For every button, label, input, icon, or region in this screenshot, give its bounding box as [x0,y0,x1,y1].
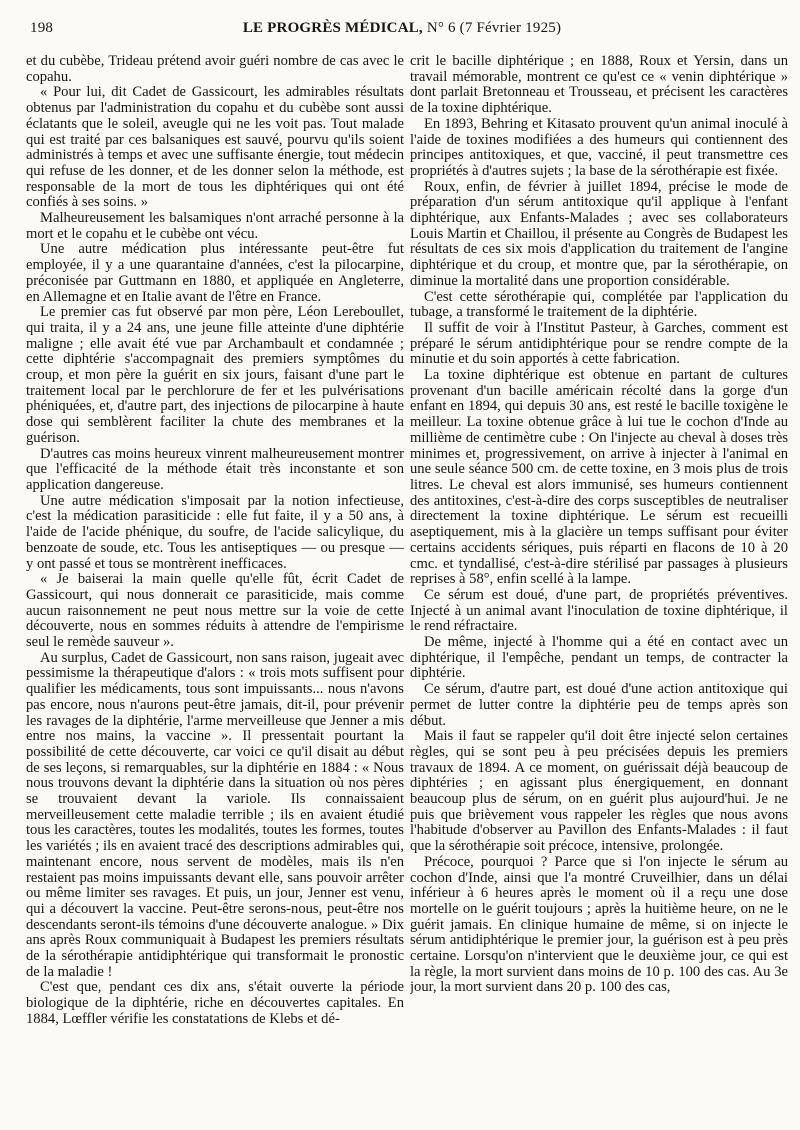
paragraph: C'est cette sérothérapie qui, complétée par l'application du tubage, a transformé le traitement de la diphtérie. [410,288,788,321]
issue-info: N° 6 (7 Février 1925) [426,20,562,36]
left-column [26,54,404,1119]
paragraph: En 1893, Behring et Kitasato prouvent qu'un animal inoculé à l'aide de toxines modifiées a des humeurs qui contiennent des principes antitoxiques, et que, vacciné, il peut transmettre ces propriétés à d'autres sujets ; la base de la sérothérapie est fixée. [410,115,788,179]
paragraph: Malheureusement les balsamiques n'ont arraché personne à la mort et le copahu et le cubèbe ont vécu. [26,210,404,242]
paragraph: Une autre médication s'imposait par la notion infectieuse, c'est la médication parasiticide : elle fut faite, il y a 50 ans, à l'aide de l'acide phénique, du soufre, de l'acide salicylique, du benzoate de soude, etc. Tous les antiseptiques — ou presque — y ont passé et tous se montrèrent inefficaces. [26,492,404,572]
paragraph: Ce sérum, d'autre part, est doué d'une action antitoxique qui permet de lutter contre la diphtérie peu de temps après son début. [410,681,788,729]
journal-name: LE PROGRÈS MÉDICAL, [242,20,423,36]
paragraph: C'est que, pendant ces dix ans, s'était ouverte la période biologique de la diphtérie, riche en découvertes capitales. En 1884, Lœffler vérifie les constatations de Klebs et dé- [26,979,404,1027]
paragraph: et du cubèbe, Trideau prétend avoir guéri nombre de cas avec le copahu. [26,54,404,85]
paragraph: crit le bacille diphtérique ; en 1888, Roux et Yersin, dans un travail mémorable, montrent ce qu'est ce « venin diphtérique » dont parlait Bretonneau et Trousseau, et précisent les caractères de la toxine diphtérique. [410,54,788,117]
paragraph: La toxine diphtérique est obtenue en partant de cultures provenant d'un bacille américain récolté dans la gorge d'un enfant en 1894, qui depuis 30 ans, est resté le bacille toxigène le meilleur. La toxine obtenue grâce à lui tue le cochon d'Inde au millième de centimètre cube : On l'injecte au cheval à doses très minimes et, progressivement, on arrive à injecter à l'animal en une seule séance 500 cm. de cette toxine, en 3 mois plus de trois litres. Le cheval est alors immunisé, ses humeurs contiennent des antitoxines, c'est-à-dire des corps susceptibles de neutraliser directement la toxine diphtérique. Le sérum est recueilli aseptiquement, mis à la glacière un temps suffisant pour éviter certains accidents sériques, puis réparti en flacons de 10 à 20 cmc. et tyndallisé, c'est-à-dire stérilisé par passages à plusieurs reprises à 58°, enfin scellé à la lampe. [410,367,788,588]
page-header [26,14,778,44]
paragraph: Ce sérum est doué, d'une part, de propriétés préventives. Injecté à un animal avant l'inoculation de toxine diphtérique, il le rend réfractaire. [410,586,788,635]
paragraph: « Je baiserai la main quelle qu'elle fût, écrit Cadet de Gassicourt, qui nous donnerait ce parasiticide, mais comme aucun raisonnement ne peut nous mettre sur la voie de cette découverte, nous en sommes réduits à attendre de l'empirisme seul le remède sauveur ». [26,571,404,651]
paragraph: « Pour lui, dit Cadet de Gassicourt, les admirables résultats obtenus par l'administration du copahu et du cubèbe sont aussi éclatants que le soleil, aveugle qui ne les voit pas. Tout malade qui est traité par ces balsaniques est sauvé, pourvu qu'ils soient administrés à temps et avec une suffisante énergie, tout médecin qui refuse de les donner, et de les donner selon la méthode, est responsable de la mort de tous les diphtériques qui ont été confiés à ses soins. » [26,84,404,211]
running-title [26,20,778,37]
paragraph: Il suffit de voir à l'Institut Pasteur, à Garches, comment est préparé le sérum antidiphtérique pour se rendre compte de la minutie et du soin apportés à cette fabrication. [410,319,788,368]
paragraph: Au surplus, Cadet de Gassicourt, non sans raison, jugeait avec pessimisme la thérapeutique d'alors : « trois mots suffisent pour qualifier les médicaments, tous sont impuissants... nous n'avons pas encore, nous n'aurons peut-être jamais, dit-il, pour prévenir les ravages de la diphtérie, l'arme merveilleuse que Jenner a mis entre nos mains, la vaccine ». Il pressentait pourtant la possibilité de cette découverte, car voici ce qu'il disait au début de ses leçons, si remarquables, sur la diphtérie en 1884 : « Nous nous trouvons devant la diphtérie dans la situation où nos pères se trouvaient devant la variole. Ils connaissaient merveilleusement cette maladie terrible ; ils en avaient étudié tous les caractères, toutes les modalités, toutes les formes, toutes les variétés ; ils en avaient tracé des descriptions admirables qui, maintenant encore, nous servent de modèles, mais ils n'en restaient pas moins impuissants devant elle, sans pouvoir arrêter ou même limiter ses ravages. Et puis, un jour, Jenner est venu, qui a découvert la vaccine. Peut-être serons-nous, peut-être nos descendants seront-ils témoins d'une découverte analogue. » Dix ans après Roux communiquait à Budapest les premiers résultats de la sérothérapie antidiphtérique qui transformait le pronostic de la maladie ! [26,649,404,980]
paragraph: De même, injecté à l'homme qui a été en contact avec un diphtérique, il l'empêche, pendant un temps, de contracter la diphtérie. [410,634,788,682]
paragraph: Roux, enfin, de février à juillet 1894, précise le mode de préparation d'un sérum antitoxique qu'il applique à l'enfant diphtérique, aux Enfants-Malades ; avec ses collaborateurs Louis Martin et Chaillou, il présente au Congrès de Budapest les résultats de ces six mois d'application du traitement de l'angine diphtérique et du croup, et montre que, par la sérothérapie, on diminue la mortalité dans une proportion considérable. [410,178,788,289]
paragraph: Mais il faut se rappeler qu'il doit être injecté selon certaines règles, qui se sont peu à peu précisées depuis les premiers travaux de 1894. A ce moment, on guérissait déjà beaucoup de diphtéries ; en agissant plus énergiquement, en donnant beaucoup plus de sérum, on en guérit plus aujourd'hui. Je ne puis que brièvement vous rappeler les règles que nous avons l'habitude d'observer au Pavillon des Enfants-Malades : il faut que la sérothérapie soit précoce, intensive, prolongée. [410,728,788,855]
paragraph: D'autres cas moins heureux vinrent malheureusement montrer que l'efficacité de la méthode était très inconstante et son application dangereuse. [26,445,404,493]
paragraph: Une autre médication plus intéressante peut-être fut employée, il y a une quarantaine d'années, c'est la pilocarpine, préconisée par Guttmann en 1880, et appliquée en Angleterre, en Allemagne et en Italie avant de l'être en France. [26,241,404,305]
right-column [410,54,788,1119]
paragraph: Précoce, pourquoi ? Parce que si l'on injecte le sérum au cochon d'Inde, ainsi que l'a montré Cruveilhier, dans un délai inférieur à 6 heures après le moment où il a reçu une dose mortelle on le guérit toujours ; après la huitième heure, on ne le guérit jamais. En clinique humaine de même, si on injecte le sérum antidiphtérique le premier jour, la guérison est à peu près certaine. Lorsqu'on n'intervient que le deuxième jour, ce qui est la règle, la mort survient dans moins de 10 p. 100 des cas. Au 3e jour, la mort survient dans 20 p. 100 des cas, [410,853,788,996]
paragraph: Le premier cas fut observé par mon père, Léon Lereboullet, qui traita, il y a 24 ans, une jeune fille atteinte d'une diphtérie maligne ; elle avait été vue par Archambault et condamnée ; cette diphtérie s'accompagnait des premiers symptômes du croup, et mon père la guérit en six jours, faisant d'une part le traitement local par le perchlorure de fer et les pulvérisations phéniquées, et, d'autre part, des injections de pilocarpine à haute dose qui semblèrent faciliter la chute des membranes et la guérison. [26,304,404,446]
page-number: 198 [30,20,54,36]
